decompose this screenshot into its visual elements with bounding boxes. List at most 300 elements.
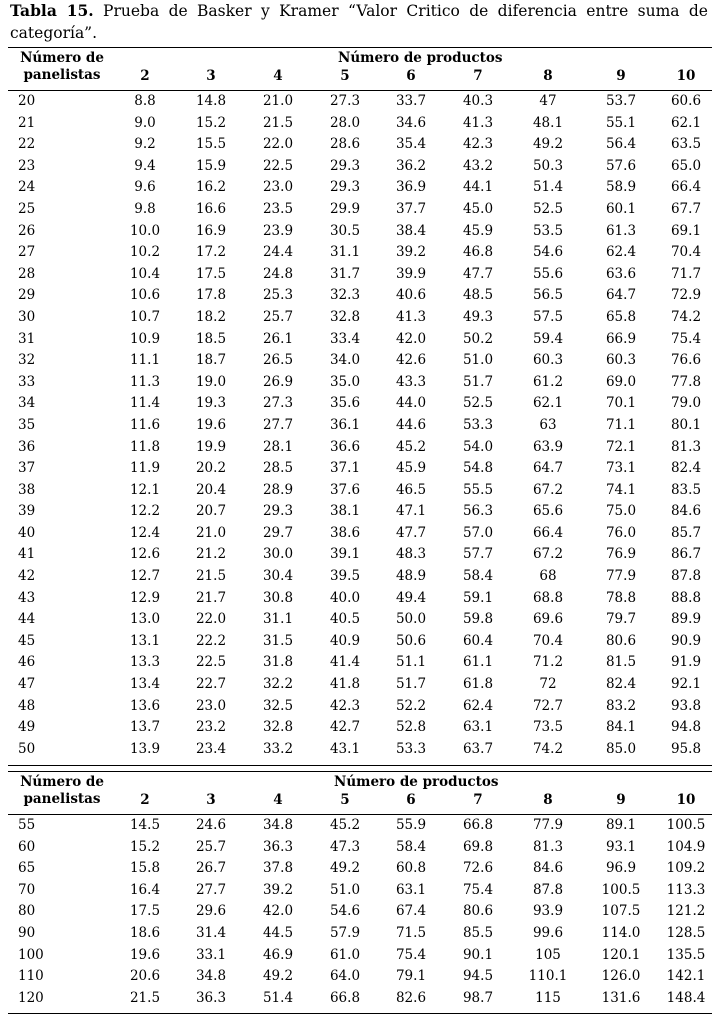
value-cell: 47.3 <box>329 838 361 855</box>
value-cell: 23.0 <box>262 179 294 196</box>
value-cell: 29.3 <box>262 503 294 520</box>
value-cell: 74.2 <box>670 308 702 325</box>
table-row <box>8 858 712 880</box>
column-header: 5 <box>340 792 350 808</box>
value-cell: 72 <box>539 676 557 693</box>
table-row <box>8 588 712 610</box>
value-cell: 82.4 <box>670 460 702 477</box>
value-cell: 40.3 <box>462 93 494 109</box>
table-row <box>8 717 712 739</box>
value-cell: 20.4 <box>195 481 227 498</box>
table-row <box>8 923 712 945</box>
value-cell: 39.1 <box>329 546 361 563</box>
table-row <box>8 242 712 264</box>
value-cell: 48.5 <box>462 287 494 304</box>
value-cell: 9.8 <box>134 200 156 217</box>
value-cell: 109.2 <box>666 860 706 877</box>
caption-label: Tabla 15. <box>10 1 94 20</box>
value-cell: 16.4 <box>129 881 161 898</box>
value-cell: 58.4 <box>395 838 427 855</box>
value-cell: 13.9 <box>129 740 161 757</box>
value-cell: 41.8 <box>329 676 361 693</box>
value-cell: 10.4 <box>129 265 161 282</box>
value-cell: 94.8 <box>670 719 702 736</box>
value-cell: 9.0 <box>134 114 156 131</box>
value-cell: 51.1 <box>395 654 427 671</box>
value-cell: 54.6 <box>329 903 361 920</box>
value-cell: 26.7 <box>195 860 227 877</box>
value-cell: 22.5 <box>195 654 227 671</box>
table-row <box>8 739 712 761</box>
value-cell: 66.4 <box>532 524 564 541</box>
table-row <box>8 91 712 113</box>
value-cell: 19.0 <box>195 373 227 390</box>
row-label-cell: 65 <box>18 860 36 877</box>
value-cell: 24.8 <box>262 265 294 282</box>
value-cell: 28.6 <box>329 136 361 153</box>
value-cell: 13.7 <box>129 719 161 736</box>
value-cell: 47 <box>539 93 557 109</box>
row-label-cell: 49 <box>18 719 36 736</box>
table-row <box>8 307 712 329</box>
value-cell: 39.2 <box>262 881 294 898</box>
value-cell: 49.2 <box>329 860 361 877</box>
value-cell: 15.9 <box>195 157 227 174</box>
column-header: 4 <box>273 792 283 808</box>
value-cell: 63.7 <box>462 740 494 757</box>
value-cell: 70.4 <box>532 632 564 649</box>
value-cell: 16.9 <box>195 222 227 239</box>
value-cell: 56.4 <box>605 136 637 153</box>
value-cell: 80.6 <box>462 903 494 920</box>
value-cell: 62.4 <box>605 244 637 261</box>
table-row <box>8 350 712 372</box>
row-label-cell: 110 <box>18 968 44 985</box>
value-cell: 29.3 <box>329 179 361 196</box>
value-cell: 93.9 <box>532 903 564 920</box>
value-cell: 78.8 <box>605 589 637 606</box>
value-cell: 19.3 <box>195 395 227 412</box>
table-caption <box>10 0 708 44</box>
row-label-cell: 39 <box>18 503 36 520</box>
value-cell: 11.6 <box>129 416 161 433</box>
value-cell: 65.6 <box>532 503 564 520</box>
value-cell: 53.3 <box>462 416 494 433</box>
value-cell: 41.3 <box>395 308 427 325</box>
value-cell: 69.8 <box>462 838 494 855</box>
value-cell: 48.1 <box>532 114 564 131</box>
value-cell: 10.2 <box>129 244 161 261</box>
row-label-header: Número de panelistas <box>20 50 104 83</box>
value-cell: 33.7 <box>395 93 427 109</box>
table-body-upper <box>8 91 712 766</box>
value-cell: 18.7 <box>195 352 227 369</box>
value-cell: 26.1 <box>262 330 294 347</box>
value-cell: 64.7 <box>605 287 637 304</box>
value-cell: 41.4 <box>329 654 361 671</box>
value-cell: 20.2 <box>195 460 227 477</box>
value-cell: 15.2 <box>195 114 227 131</box>
column-header: 4 <box>273 68 283 84</box>
column-header: 8 <box>543 68 553 84</box>
value-cell: 50.2 <box>462 330 494 347</box>
value-cell: 96.9 <box>605 860 637 877</box>
value-cell: 51.0 <box>462 352 494 369</box>
value-cell: 66.8 <box>329 989 361 1006</box>
value-cell: 12.9 <box>129 589 161 606</box>
value-cell: 65.8 <box>605 308 637 325</box>
table-row <box>8 458 712 480</box>
value-cell: 38.4 <box>395 222 427 239</box>
row-label-cell: 31 <box>18 330 36 347</box>
row-label-cell: 21 <box>18 114 36 131</box>
value-cell: 52.2 <box>395 697 427 714</box>
value-cell: 60.8 <box>395 860 427 877</box>
value-cell: 29.7 <box>262 524 294 541</box>
value-cell: 38.1 <box>329 503 361 520</box>
value-cell: 76.6 <box>670 352 702 369</box>
value-cell: 68.8 <box>532 589 564 606</box>
value-cell: 21.5 <box>262 114 294 131</box>
row-label-cell: 41 <box>18 546 36 563</box>
table-row <box>8 113 712 135</box>
value-cell: 71.1 <box>605 416 637 433</box>
value-cell: 27.7 <box>262 416 294 433</box>
value-cell: 18.6 <box>129 924 161 941</box>
value-cell: 64.0 <box>329 968 361 985</box>
value-cell: 12.1 <box>129 481 161 498</box>
value-cell: 36.2 <box>395 157 427 174</box>
value-cell: 20.6 <box>129 968 161 985</box>
value-cell: 28.5 <box>262 460 294 477</box>
value-cell: 45.9 <box>395 460 427 477</box>
row-label-cell: 32 <box>18 352 36 369</box>
value-cell: 81.3 <box>670 438 702 455</box>
table-row <box>8 674 712 696</box>
value-cell: 68 <box>539 568 557 585</box>
row-label-cell: 27 <box>18 244 36 261</box>
value-cell: 81.3 <box>532 838 564 855</box>
table-row <box>8 264 712 286</box>
value-cell: 63.5 <box>670 136 702 153</box>
value-cell: 33.1 <box>195 946 227 963</box>
value-cell: 23.2 <box>195 719 227 736</box>
value-cell: 34.0 <box>329 352 361 369</box>
value-cell: 32.2 <box>262 676 294 693</box>
value-cell: 51.0 <box>329 881 361 898</box>
row-label-cell: 50 <box>18 740 36 757</box>
value-cell: 67.7 <box>670 200 702 217</box>
value-cell: 69.6 <box>532 611 564 628</box>
value-cell: 30.0 <box>262 546 294 563</box>
row-label-cell: 26 <box>18 222 36 239</box>
column-header: 9 <box>616 68 626 84</box>
value-cell: 52.5 <box>462 395 494 412</box>
value-cell: 33.2 <box>262 740 294 757</box>
value-cell: 29.3 <box>329 157 361 174</box>
table-body-lower <box>8 815 712 1014</box>
value-cell: 37.7 <box>395 200 427 217</box>
value-cell: 49.3 <box>462 308 494 325</box>
table-row <box>8 837 712 859</box>
products-title: Número de productos <box>338 50 503 66</box>
row-label-cell: 30 <box>18 308 36 325</box>
value-cell: 50.6 <box>395 632 427 649</box>
value-cell: 57.5 <box>532 308 564 325</box>
table-row <box>8 880 712 902</box>
value-cell: 83.5 <box>670 481 702 498</box>
value-cell: 62.1 <box>532 395 564 412</box>
value-cell: 57.6 <box>605 157 637 174</box>
value-cell: 25.7 <box>262 308 294 325</box>
value-cell: 28.0 <box>329 114 361 131</box>
value-cell: 46.8 <box>462 244 494 261</box>
table-row <box>8 372 712 394</box>
value-cell: 19.9 <box>195 438 227 455</box>
value-cell: 15.2 <box>129 838 161 855</box>
value-cell: 36.6 <box>329 438 361 455</box>
value-cell: 89.1 <box>605 817 637 833</box>
value-cell: 14.8 <box>195 93 227 109</box>
value-cell: 31.5 <box>262 632 294 649</box>
value-cell: 46.5 <box>395 481 427 498</box>
row-label-cell: 29 <box>18 287 36 304</box>
value-cell: 55.9 <box>395 817 427 833</box>
value-cell: 66.9 <box>605 330 637 347</box>
column-header: 10 <box>676 792 696 808</box>
value-cell: 32.5 <box>262 697 294 714</box>
row-label-cell: 70 <box>18 881 36 898</box>
value-cell: 43.3 <box>395 373 427 390</box>
value-cell: 110.1 <box>528 968 568 985</box>
table-header <box>8 771 712 815</box>
value-cell: 11.9 <box>129 460 161 477</box>
value-cell: 43.1 <box>329 740 361 757</box>
value-cell: 11.8 <box>129 438 161 455</box>
value-cell: 91.9 <box>670 654 702 671</box>
value-cell: 21.7 <box>195 589 227 606</box>
value-cell: 55.6 <box>532 265 564 282</box>
value-cell: 55.5 <box>462 481 494 498</box>
row-label-cell: 60 <box>18 838 36 855</box>
value-cell: 75.4 <box>670 330 702 347</box>
value-cell: 47.7 <box>395 524 427 541</box>
value-cell: 83.2 <box>605 697 637 714</box>
row-label-cell: 90 <box>18 924 36 941</box>
value-cell: 100.5 <box>666 817 706 833</box>
table-row <box>8 652 712 674</box>
value-cell: 81.5 <box>605 654 637 671</box>
value-cell: 72.7 <box>532 697 564 714</box>
table-row <box>8 199 712 221</box>
value-cell: 9.2 <box>134 136 156 153</box>
value-cell: 99.6 <box>532 924 564 941</box>
value-cell: 75.4 <box>462 881 494 898</box>
value-cell: 142.1 <box>666 968 706 985</box>
value-cell: 60.1 <box>605 200 637 217</box>
value-cell: 60.6 <box>670 93 702 109</box>
value-cell: 62.1 <box>670 114 702 131</box>
value-cell: 13.4 <box>129 676 161 693</box>
table-row <box>8 988 712 1010</box>
value-cell: 61.3 <box>605 222 637 239</box>
row-label-cell: 24 <box>18 179 36 196</box>
value-cell: 72.6 <box>462 860 494 877</box>
value-cell: 21.5 <box>195 568 227 585</box>
value-cell: 12.6 <box>129 546 161 563</box>
value-cell: 31.7 <box>329 265 361 282</box>
value-cell: 63.6 <box>605 265 637 282</box>
value-cell: 25.3 <box>262 287 294 304</box>
value-cell: 39.2 <box>395 244 427 261</box>
value-cell: 17.8 <box>195 287 227 304</box>
value-cell: 40.9 <box>329 632 361 649</box>
value-cell: 63.1 <box>395 881 427 898</box>
value-cell: 43.2 <box>462 157 494 174</box>
table-row <box>8 901 712 923</box>
table-row <box>8 415 712 437</box>
row-label-cell: 38 <box>18 481 36 498</box>
row-label-header: Número de panelistas <box>20 774 104 807</box>
value-cell: 105 <box>535 946 561 963</box>
value-cell: 51.7 <box>395 676 427 693</box>
value-cell: 34.6 <box>395 114 427 131</box>
value-cell: 25.7 <box>195 838 227 855</box>
value-cell: 26.9 <box>262 373 294 390</box>
value-cell: 42.3 <box>462 136 494 153</box>
value-cell: 49.2 <box>262 968 294 985</box>
value-cell: 56.3 <box>462 503 494 520</box>
table-row <box>8 966 712 988</box>
value-cell: 42.3 <box>329 697 361 714</box>
value-cell: 35.4 <box>395 136 427 153</box>
value-cell: 71.5 <box>395 924 427 941</box>
value-cell: 39.5 <box>329 568 361 585</box>
value-cell: 72.1 <box>605 438 637 455</box>
value-cell: 22.2 <box>195 632 227 649</box>
value-cell: 49.2 <box>532 136 564 153</box>
value-cell: 104.9 <box>666 838 706 855</box>
value-cell: 36.9 <box>395 179 427 196</box>
table-row <box>8 945 712 967</box>
column-header: 3 <box>206 792 216 808</box>
value-cell: 80.1 <box>670 416 702 433</box>
value-cell: 35.0 <box>329 373 361 390</box>
value-cell: 85.7 <box>670 524 702 541</box>
value-cell: 93.8 <box>670 697 702 714</box>
value-cell: 28.1 <box>262 438 294 455</box>
table-lower <box>8 771 712 1014</box>
table-row <box>8 631 712 653</box>
value-cell: 79.0 <box>670 395 702 412</box>
value-cell: 84.6 <box>670 503 702 520</box>
value-cell: 16.2 <box>195 179 227 196</box>
value-cell: 40.6 <box>395 287 427 304</box>
value-cell: 59.8 <box>462 611 494 628</box>
column-header: 2 <box>140 792 150 808</box>
value-cell: 50.3 <box>532 157 564 174</box>
value-cell: 77.9 <box>532 817 564 833</box>
value-cell: 100.5 <box>601 881 641 898</box>
value-cell: 37.8 <box>262 860 294 877</box>
value-cell: 71.7 <box>670 265 702 282</box>
value-cell: 95.8 <box>670 740 702 757</box>
value-cell: 8.8 <box>134 93 156 109</box>
value-cell: 36.1 <box>329 416 361 433</box>
value-cell: 59.1 <box>462 589 494 606</box>
value-cell: 54.8 <box>462 460 494 477</box>
value-cell: 47.7 <box>462 265 494 282</box>
value-cell: 32.8 <box>262 719 294 736</box>
value-cell: 34.8 <box>195 968 227 985</box>
value-cell: 29.9 <box>329 200 361 217</box>
row-label-cell: 25 <box>18 200 36 217</box>
value-cell: 73.1 <box>605 460 637 477</box>
value-cell: 88.8 <box>670 589 702 606</box>
value-cell: 107.5 <box>601 903 641 920</box>
column-header: 6 <box>406 68 416 84</box>
table-row <box>8 221 712 243</box>
row-label-cell: 80 <box>18 903 36 920</box>
value-cell: 84.1 <box>605 719 637 736</box>
value-cell: 26.5 <box>262 352 294 369</box>
value-cell: 50.0 <box>395 611 427 628</box>
value-cell: 121.2 <box>666 903 706 920</box>
value-cell: 30.4 <box>262 568 294 585</box>
value-cell: 35.6 <box>329 395 361 412</box>
value-cell: 44.0 <box>395 395 427 412</box>
value-cell: 115 <box>535 989 561 1006</box>
row-label-cell: 37 <box>18 460 36 477</box>
value-cell: 75.0 <box>605 503 637 520</box>
value-cell: 52.8 <box>395 719 427 736</box>
table-row <box>8 437 712 459</box>
value-cell: 53.3 <box>395 740 427 757</box>
value-cell: 27.3 <box>329 93 361 109</box>
value-cell: 17.2 <box>195 244 227 261</box>
value-cell: 86.7 <box>670 546 702 563</box>
value-cell: 45.0 <box>462 200 494 217</box>
value-cell: 135.5 <box>666 946 706 963</box>
value-cell: 11.4 <box>129 395 161 412</box>
value-cell: 113.3 <box>666 881 706 898</box>
value-cell: 12.2 <box>129 503 161 520</box>
table-row <box>8 544 712 566</box>
value-cell: 82.6 <box>395 989 427 1006</box>
value-cell: 13.6 <box>129 697 161 714</box>
value-cell: 24.6 <box>195 817 227 833</box>
value-cell: 9.4 <box>134 157 156 174</box>
value-cell: 72.9 <box>670 287 702 304</box>
table-row <box>8 285 712 307</box>
value-cell: 48.9 <box>395 568 427 585</box>
value-cell: 89.9 <box>670 611 702 628</box>
value-cell: 58.9 <box>605 179 637 196</box>
value-cell: 40.5 <box>329 611 361 628</box>
column-header: 5 <box>340 68 350 84</box>
column-header: 7 <box>473 792 483 808</box>
value-cell: 87.8 <box>670 568 702 585</box>
row-label-cell: 35 <box>18 416 36 433</box>
value-cell: 45.9 <box>462 222 494 239</box>
table-upper <box>8 47 712 766</box>
value-cell: 77.9 <box>605 568 637 585</box>
value-cell: 60.3 <box>532 352 564 369</box>
value-cell: 13.0 <box>129 611 161 628</box>
value-cell: 56.5 <box>532 287 564 304</box>
column-header: 8 <box>543 792 553 808</box>
value-cell: 31.4 <box>195 924 227 941</box>
